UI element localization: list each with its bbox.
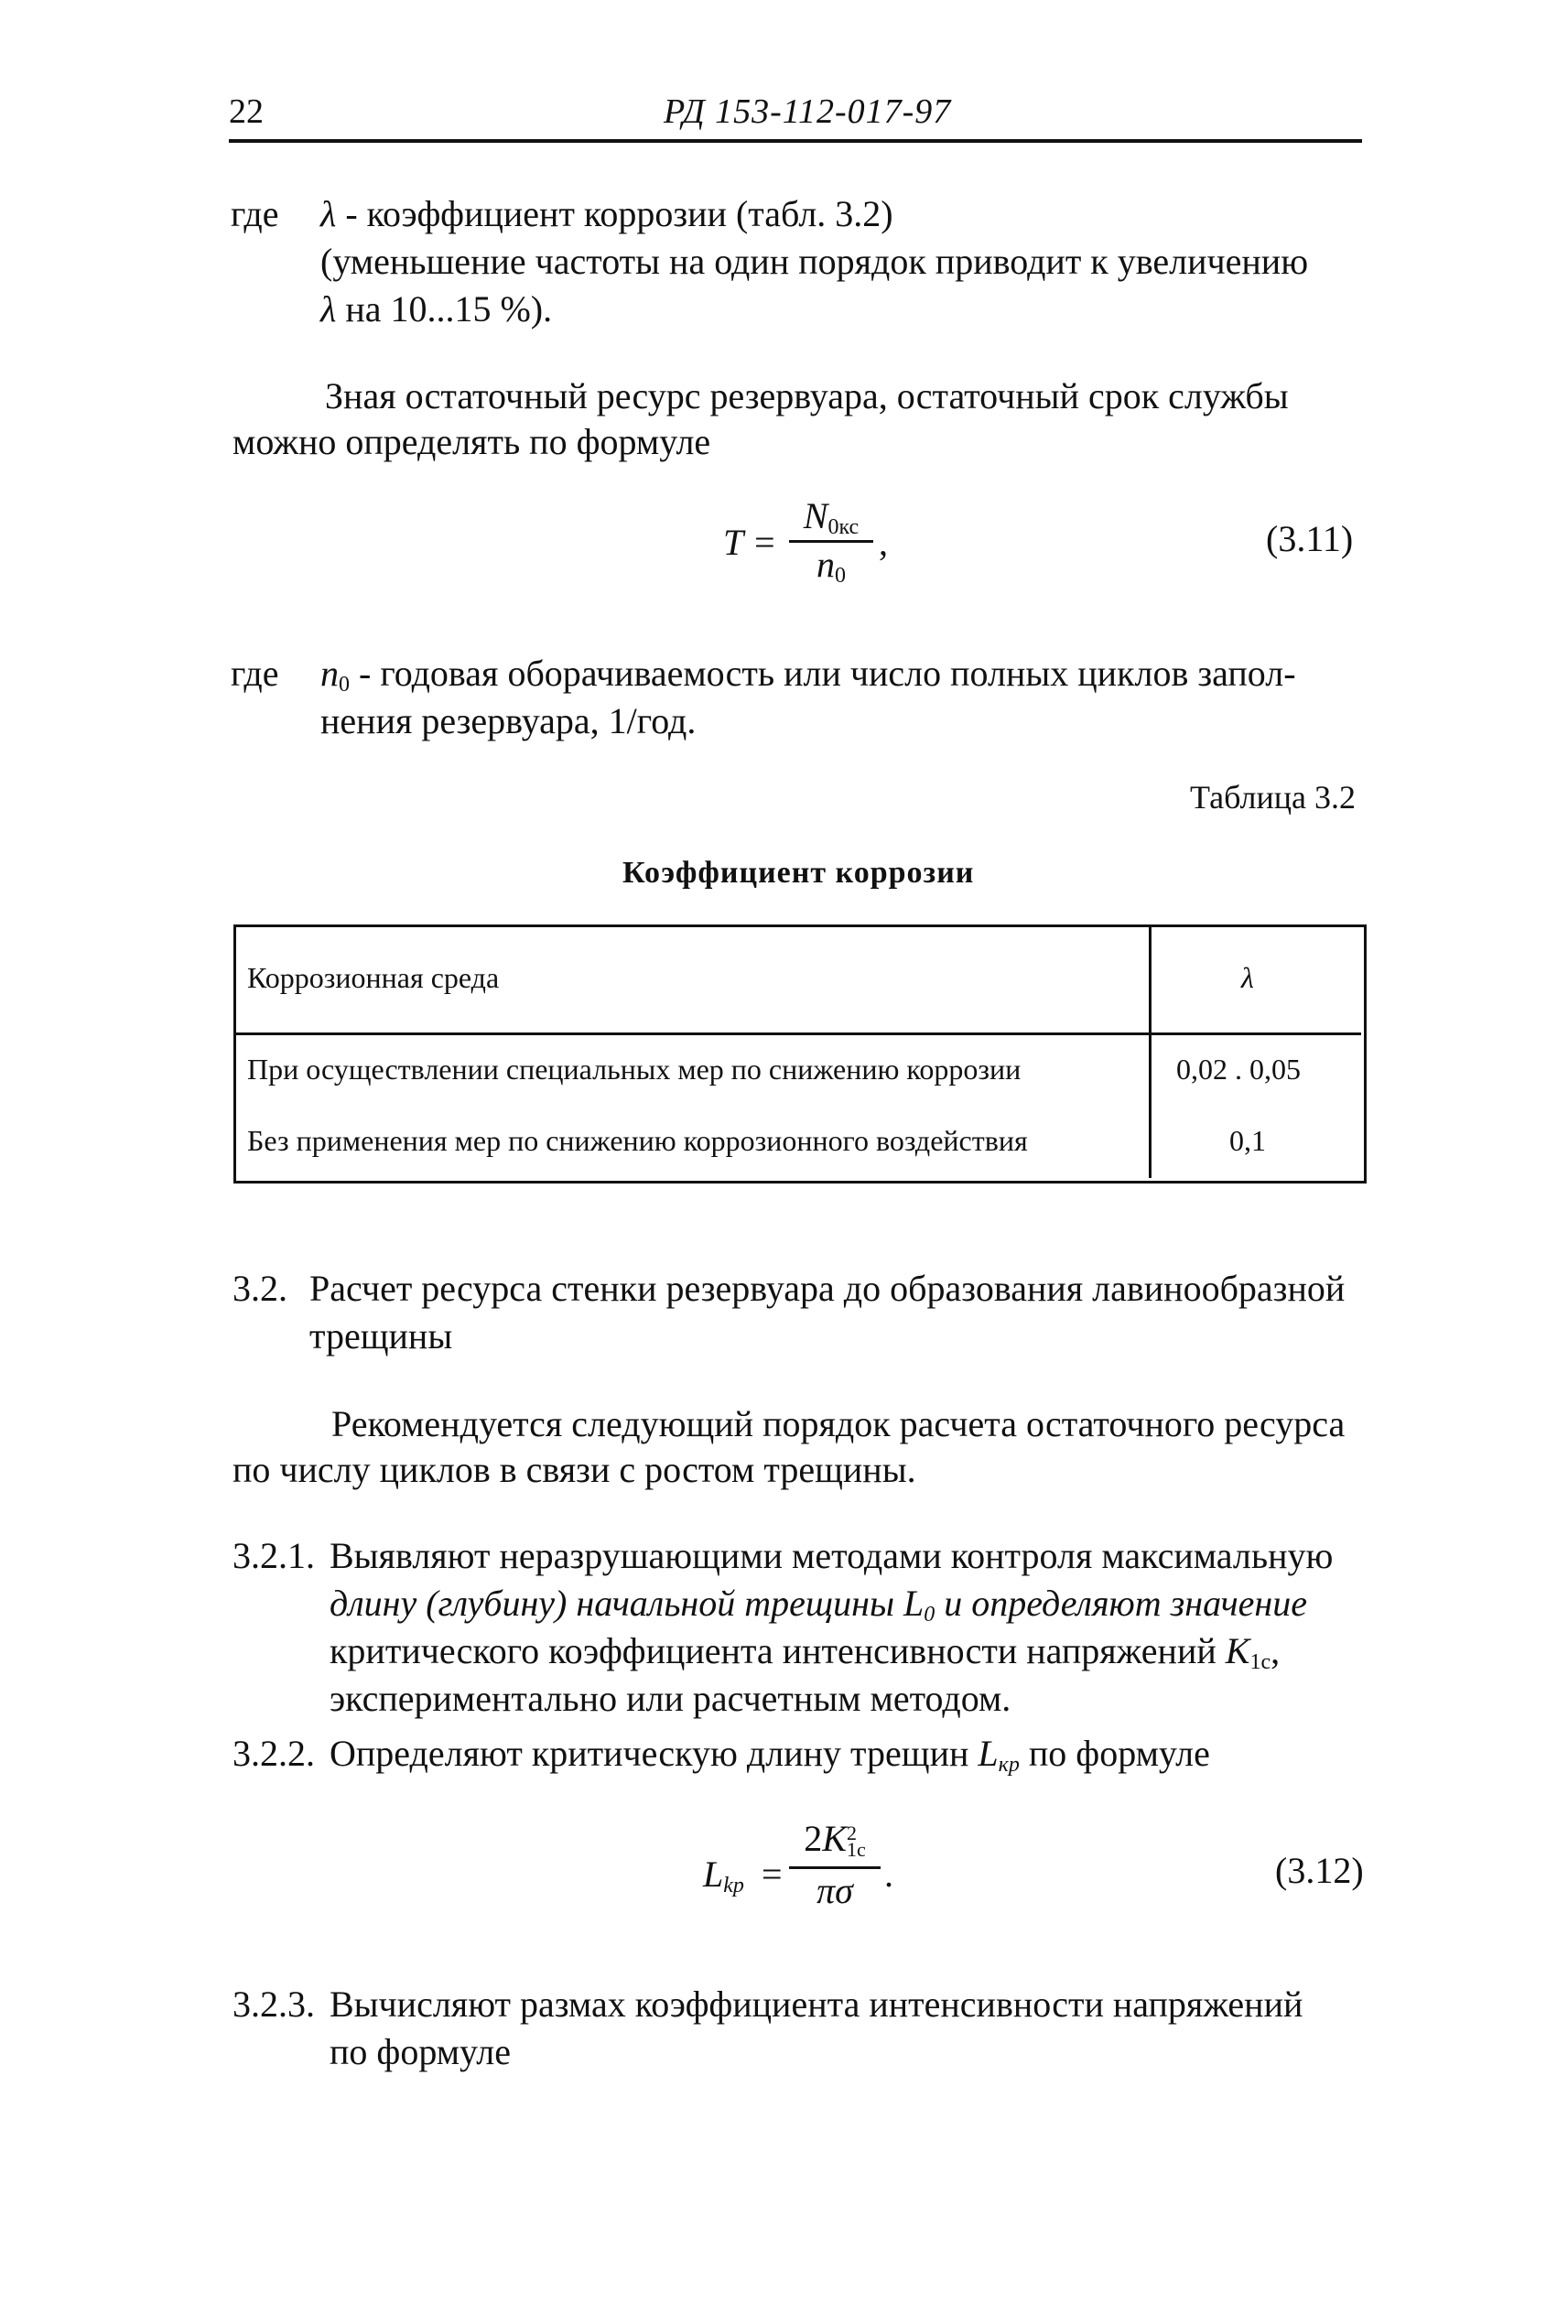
- formula-lhs: T =: [723, 522, 777, 563]
- item-text: экспериментально или расчетным методом.: [330, 1678, 1011, 1719]
- item-text: Вычисляют размах коэффициента интенсивности напряжений: [330, 1984, 1303, 2025]
- equation-number: (3.11): [1266, 518, 1354, 559]
- item-number: 3.2.1.: [232, 1535, 315, 1576]
- item-text: Выявляют неразрушающими методами контроля максимальную: [330, 1535, 1334, 1576]
- table-row-value: 0,02 . 0,05: [1176, 1053, 1301, 1086]
- formula-lhs: $L_{kp}$: [703, 1854, 744, 1897]
- item-number: 3.2.2.: [232, 1733, 315, 1774]
- section-number: 3.2.: [232, 1268, 287, 1309]
- where-word: где: [231, 653, 279, 694]
- table-header-medium: Коррозионная среда: [247, 961, 500, 994]
- paragraph-line: Рекомендуется следующий порядок расчета остаточного ресурса: [331, 1403, 1346, 1444]
- document-code: РД 153-112-017-97: [664, 92, 952, 131]
- formula-trailing-period: .: [884, 1854, 893, 1895]
- n0-definition: $n_0$ - годовая оборачиваемость или число полных циклов запол-: [320, 653, 1296, 697]
- lambda-definition: λ - коэффициент коррозии (табл. 3.2): [320, 193, 893, 234]
- table-row-medium: Без применения мер по снижению коррозионного воздействия: [247, 1124, 1028, 1157]
- item-text: по формуле: [330, 2031, 511, 2072]
- item-text: критического коэффициента интенсивности напряжений $K_{1c}$,: [330, 1630, 1281, 1674]
- formula-3-12-fraction: 2K 2 1c πσ: [789, 1817, 881, 1919]
- paragraph-line: по числу циклов в связи с ростом трещины.: [232, 1449, 916, 1490]
- table-row-medium: При осуществлении специальных мер по снижению коррозии: [247, 1053, 1022, 1086]
- equation-number: (3.12): [1275, 1850, 1364, 1891]
- lambda-note-line-2: λ на 10...15 %).: [320, 288, 553, 330]
- table-label: Таблица 3.2: [1190, 779, 1356, 816]
- paragraph-line: можно определять по формуле: [232, 421, 711, 462]
- formula-equals: =: [762, 1854, 783, 1895]
- item-text: Определяют критическую длину трещин $L_{кр}$ по формуле: [330, 1733, 1210, 1777]
- n0-definition-line-2: нения резервуара, 1/год.: [320, 700, 697, 741]
- page-number: 22: [229, 92, 264, 131]
- header-rule: [229, 139, 1362, 143]
- table-column-divider: [1149, 924, 1152, 1178]
- item-text: длину (глубину) начальной трещины $L_0$ и определяют значение: [330, 1583, 1307, 1627]
- lambda-note-line: (уменьшение частоты на один порядок приводит к увеличению: [320, 241, 1309, 282]
- table-row-value: 0,1: [1229, 1124, 1266, 1157]
- formula-trailing-comma: ,: [879, 522, 888, 563]
- section-heading: Расчет ресурса стенки резервуара до образования лавинообразной: [309, 1268, 1346, 1309]
- table-header-lambda: λ: [1241, 961, 1254, 994]
- lambda-symbol: λ: [320, 193, 337, 234]
- where-word: где: [231, 193, 279, 234]
- table-header-rule: [233, 1032, 1361, 1035]
- item-number: 3.2.3.: [232, 1984, 315, 2025]
- paragraph-line: Зная остаточный ресурс резервуара, остаточный срок службы: [325, 375, 1289, 416]
- section-heading-line-2: трещины: [309, 1315, 453, 1357]
- formula-3-11-fraction: $N_{0кс}$ $n_0$: [789, 494, 873, 589]
- table-title: Коэффициент коррозии: [622, 856, 975, 890]
